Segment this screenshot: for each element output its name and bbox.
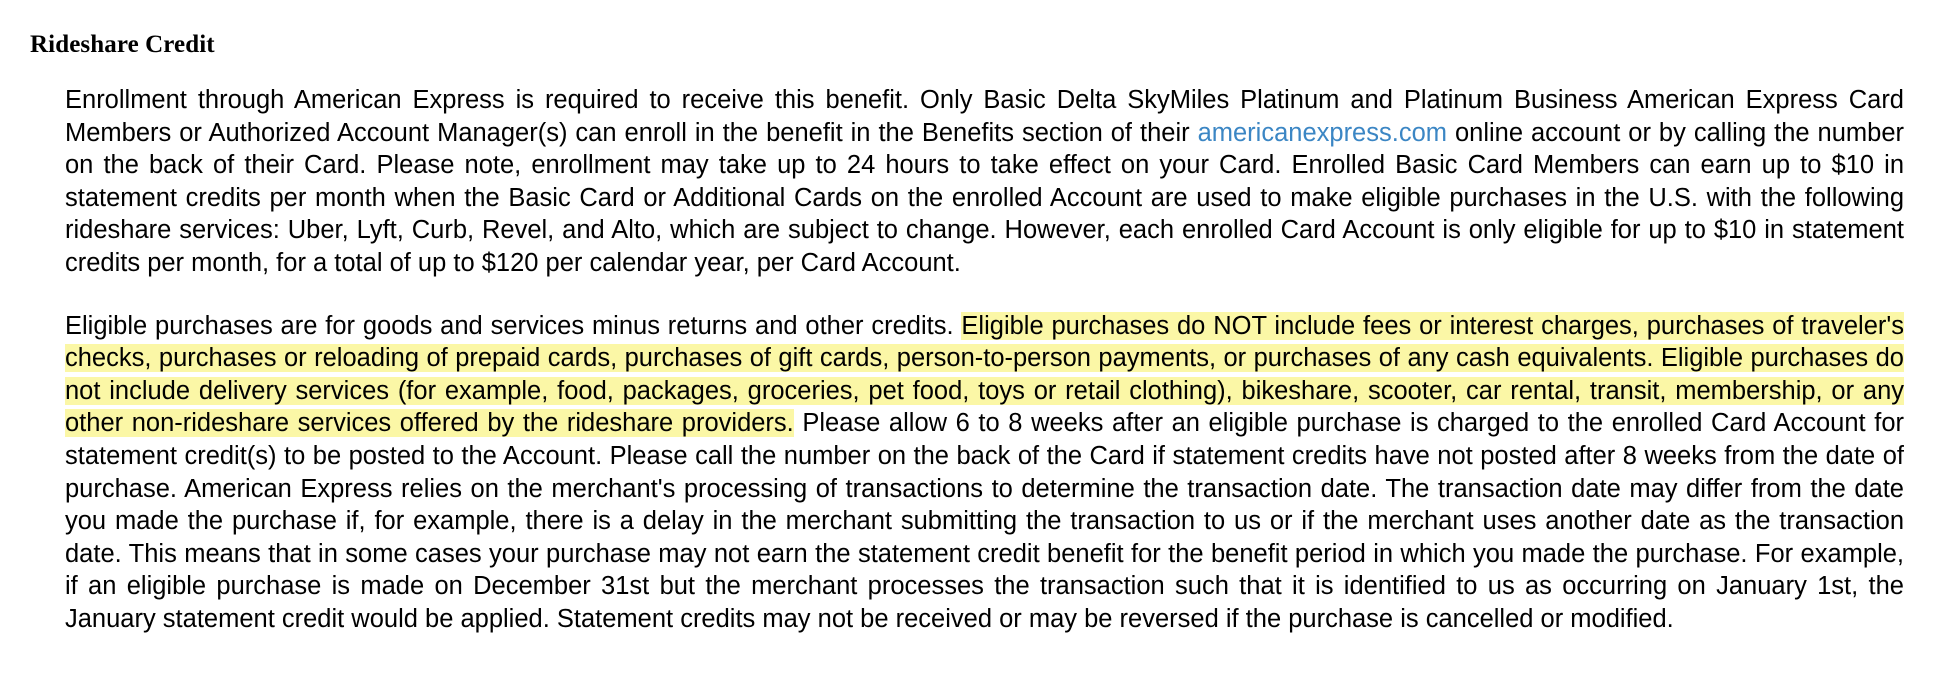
americanexpress-link[interactable]: americanexpress.com — [1197, 118, 1447, 147]
highlighted-text: Eligible purchases do NOT include fees or interest charges, purchases of traveler's checks, purchases or reloading of prepaid cards, purchases of gift cards, person-to-person payments, or purchases of any cash equivalents. Eligible purchases do not include delivery services (for example, food, packages, groceries, pet food, toys or retail clothing), bikeshare, scooter, car rental, transit, membership, or any other non-rideshare services offered by the rideshare providers. — [65, 311, 1904, 438]
text-run: Enrollment through American Express is required to receive this benefit. Only Basic Delta SkyMiles Platinum and Platinum Business American Express Card Members or Authorized Account Manager(s) can enroll in the benefit in the Benefits section of their — [65, 86, 1904, 147]
page-title: Rideshare Credit — [30, 31, 215, 58]
text-run: Eligible purchases are for goods and services minus returns and other credits. — [65, 311, 962, 340]
text-run: online account or by calling the number on the back of their Card. Please note, enrollment may take up to 24 hours to take effect on your Card. Enrolled Basic Card Members can earn up to $10 in statement credits per month when the Basic Card or Additional Cards on the enrolled Account are used to make eligible purchases in the U.S. with the following rideshare services: Uber, Lyft, Curb, Revel, and Alto, which are subject to change. However, each enrolled Card Account is only eligible for up to $10 in statement credits per month, for a total of up to $120 per calendar year, per Card Account. — [65, 118, 1904, 277]
document-body — [65, 84, 1904, 636]
text-run: Please allow 6 to 8 weeks after an eligible purchase is charged to the enrolled Card Account for statement credit(s) to be posted to the Account. Please call the number on the back of the Card if statement credits have not posted after 8 weeks from the date of purchase. American Express relies on the merchant's processing of transactions to determine the transaction date. The transaction date may differ from the date you made the purchase if, for example, there is a delay in the merchant submitting the transaction to us or if the merchant uses another date as the transaction date. This means that in some cases your purchase may not earn the statement credit benefit for the benefit period in which you made the purchase. For example, if an eligible purchase is made on December 31st but the merchant processes the transaction such that it is identified to us as occurring on January 1st, the January statement credit would be applied. Statement credits may not be received or may be reversed if the purchase is cancelled or modified. — [65, 409, 1904, 633]
paragraph-eligible-purchases — [65, 310, 1904, 636]
paragraph-enrollment — [65, 84, 1904, 280]
